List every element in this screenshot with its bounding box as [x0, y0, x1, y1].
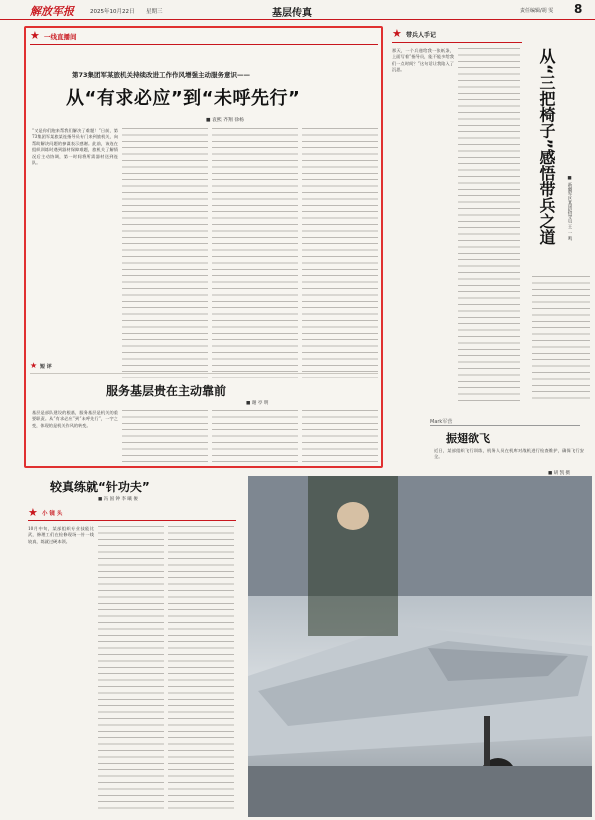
- aircraft-illustration: [248, 476, 592, 817]
- bottom-body-col-3: [168, 526, 234, 810]
- aircraft-photo: [248, 476, 592, 817]
- comment-badge: [30, 362, 70, 372]
- lead-headline: 从“有求必应”到“未呼先行”: [66, 88, 301, 109]
- right-vertical-headline: 从“三把椅子”感悟带兵之道: [537, 48, 556, 246]
- right-body-col-1: 那天，一个兵递给我一张纸条，上面写着“指导员，能不能多给我们一点时间？”这句话让我陷入了沉思。: [392, 48, 454, 73]
- right-body-col-2: [458, 48, 520, 404]
- section-label: 一线直播间: [44, 33, 77, 41]
- comment-byline: ■ 谢 亭 明: [246, 401, 269, 406]
- section-badge: [30, 31, 102, 43]
- right-section-badge: [392, 29, 472, 41]
- star-icon: ★: [30, 29, 40, 42]
- comment-label: 短 评: [40, 364, 52, 370]
- right-column: [392, 26, 592, 416]
- photo-title: 振翅欲飞: [446, 432, 490, 445]
- star-icon: ★: [392, 27, 402, 40]
- issue-date: 2025年10月22日: [90, 9, 135, 15]
- lead-body-col-1: “又是你们跑来帮我们解决了难题！”日前，第73集团军某旅某连指导员专门来到旅机关，向帮助解决问题的参谋表示感谢。此前，该连在组织训练时遇到器材保障难题，旅机关了解情况后主动协调，第一时间将所需器材送到连队。: [32, 128, 118, 166]
- lead-story-box: [24, 26, 383, 468]
- bottom-body-col-2: [98, 526, 164, 810]
- masthead: [0, 0, 595, 20]
- comment-body-col-1: 基层是部队建设的根基，服务基层是机关的重要职责。从“有求必应”到“未呼先行”，一字之变，体现的是机关作风的转变。: [32, 410, 118, 428]
- bottom-label: 小 镜 头: [42, 511, 63, 517]
- photo-credit: ■ 胡 凯 摄: [548, 471, 571, 476]
- bottom-body-col-1: 10月中旬，某部组织专业技能比武，修理工们在检修现场一针一线较真，练就过硬本领。: [28, 526, 94, 544]
- photo-section: [248, 418, 592, 817]
- bottom-rule: [28, 520, 236, 521]
- bottom-badge: [28, 508, 88, 520]
- right-section-label: 带兵人手记: [406, 32, 437, 39]
- page-number: 8: [574, 2, 583, 16]
- lead-body-col-4: [302, 128, 378, 378]
- photo-caption: 近日，某部组织飞行训练，机务人员在机库对战机进行检查维护，确保飞行安全。: [434, 448, 584, 460]
- section-rule: [30, 44, 378, 45]
- right-vertical-byline: ■ 新疆军区某团指导员 王 一 鸣: [567, 176, 572, 241]
- bottom-left-story: [24, 472, 244, 817]
- comment-headline: 服务基层贵在主动靠前: [106, 384, 227, 398]
- lead-byline: ■ 袁熙 齐翔 徐杨: [206, 118, 244, 123]
- lead-kicker: 第73集团军某旅机关持续改进工作作风增强主动服务意识——: [72, 71, 251, 79]
- star-icon: ★: [28, 506, 38, 519]
- star-icon-small: ★: [30, 361, 38, 370]
- section-title: 基层传真: [272, 8, 312, 19]
- bottom-headline: 较真练就“针功夫”: [50, 480, 150, 494]
- comment-body-col-2: [122, 410, 208, 464]
- editor-credit: 责任编辑/胡 雯: [520, 8, 554, 14]
- issue-weekday: 星期三: [146, 9, 163, 15]
- lead-body-col-3: [212, 128, 298, 378]
- right-section-rule: [392, 42, 522, 43]
- newspaper-logo: 解放军报: [30, 5, 74, 18]
- photo-mark-label: Mark军营: [430, 418, 580, 426]
- lead-body-col-2: [122, 128, 208, 378]
- right-body-col-3: [532, 276, 590, 404]
- bottom-byline: ■ 冯 国 钟 李 曦 俊: [98, 497, 138, 502]
- comment-rule: [30, 373, 378, 374]
